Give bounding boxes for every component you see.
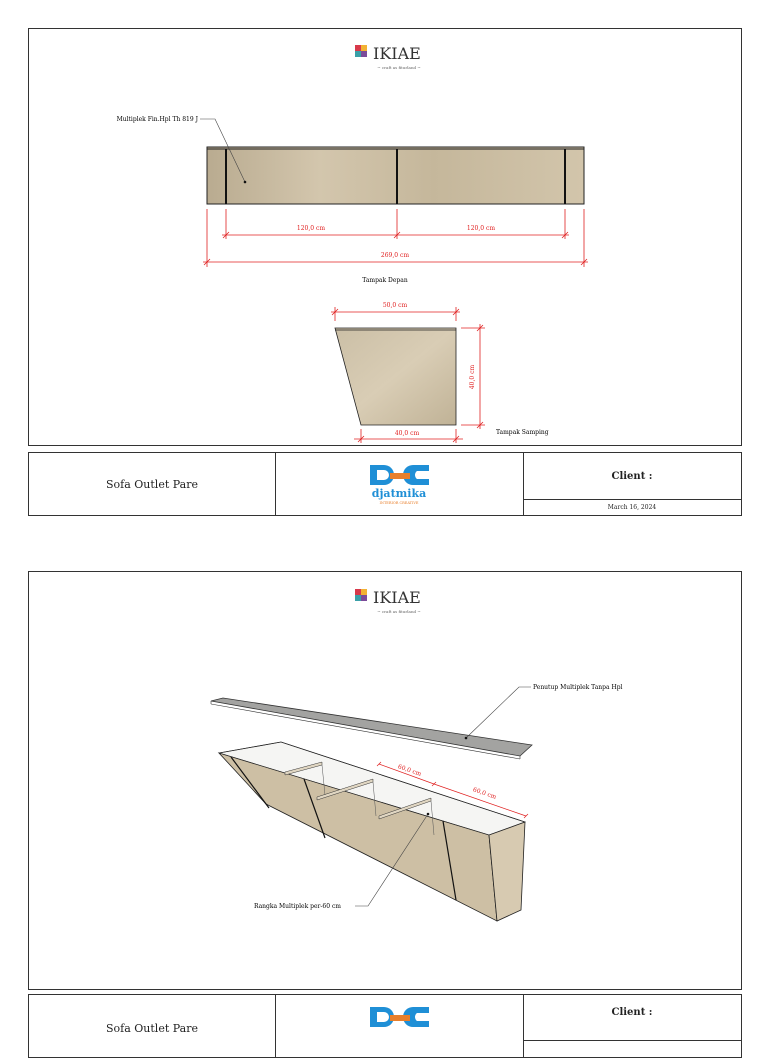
sheet-2-drawing <box>29 572 741 989</box>
title-block-2 <box>28 994 742 1058</box>
client-label: Client : <box>523 453 741 500</box>
logo-tagline-2: ~ craft as fiturland ~ <box>377 609 421 614</box>
ikiae-logo <box>355 44 421 70</box>
company-name: djatmika <box>371 487 427 500</box>
frame-label: Rangka Multiplek per-60 cm <box>253 903 341 910</box>
dim-top-label: 50,0 cm <box>382 302 408 309</box>
client-info-cell <box>523 453 741 515</box>
side-view <box>335 328 456 425</box>
dim-height-label: 40,0 cm <box>469 364 476 390</box>
company-subtitle: INTERIOR CREATIVE <box>379 501 419 505</box>
dim-right-label: 120,0 cm <box>466 225 496 232</box>
front-view <box>207 147 584 204</box>
project-name-2-text: Sofa Outlet Pare <box>106 1021 198 1035</box>
company-logo-cell <box>275 453 524 515</box>
sheet-1-drawing <box>29 29 741 445</box>
dim-a-label: 60,0 cm <box>396 763 423 778</box>
title-block-1 <box>28 452 742 516</box>
dim-left-label: 120,0 cm <box>296 225 326 232</box>
front-view-title: Tampak Depan <box>362 277 408 284</box>
drawing-sheet-1 <box>28 28 742 446</box>
djatmika-logo-2 <box>275 995 523 1057</box>
drawing-sheet-2 <box>28 571 742 990</box>
cover-label: Penutup Multiplek Tanpa Hpl <box>533 684 623 691</box>
client-info-cell-2 <box>523 995 741 1057</box>
side-view-title: Tampak Samping <box>496 429 549 436</box>
ikiae-logo-2 <box>355 588 421 614</box>
drawing-date: March 16, 2024 <box>607 503 657 511</box>
dim-b-label: 60,0 cm <box>471 786 498 801</box>
company-logo-cell-2 <box>275 995 524 1057</box>
logo-text: IKIAE <box>373 44 421 63</box>
project-name: Sofa Outlet Pare <box>29 453 276 515</box>
cover-callout <box>465 684 623 739</box>
project-name-2 <box>29 995 276 1057</box>
logo-tagline: ~ craft as fiturland ~ <box>377 65 421 70</box>
client-label-2: Client : <box>523 995 741 1041</box>
dim-total-label: 269,0 cm <box>380 252 410 259</box>
logo-text-2: IKIAE <box>373 588 421 607</box>
dim-bottom-label: 40,0 cm <box>394 430 420 437</box>
material-label: Multiplek Fin.Hpl Th 819 J <box>116 116 198 123</box>
frame-box <box>219 742 525 921</box>
djatmika-logo <box>275 453 523 515</box>
